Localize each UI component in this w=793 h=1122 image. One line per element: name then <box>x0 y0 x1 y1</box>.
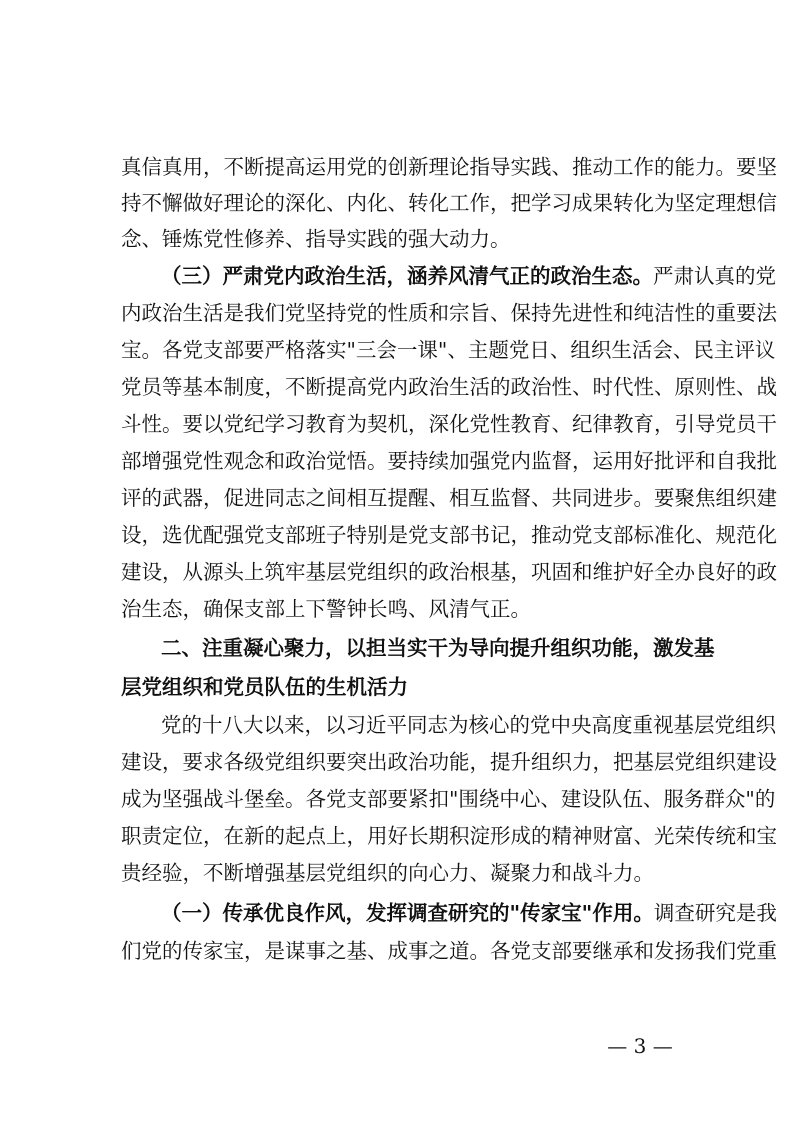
body-text-line: 念、锤炼党性修养、指导实践的强大动力。 <box>121 227 511 251</box>
body-text-line: 们党的传家宝，是谋事之基、成事之道。各党支部要继承和发扬我们党重 <box>121 939 777 963</box>
body-text-line: 党员等基本制度，不断提高党内政治生活的政治性、时代性、原则性、战 <box>121 375 777 399</box>
subsection-1-title: （一）传承优良作风，发挥调查研究的"传家宝"作用。 <box>161 901 654 925</box>
section-2-heading-line-2: 层党组织和党员队伍的生机活力 <box>121 675 408 699</box>
body-text-line: 斗性。要以党纪学习教育为契机，深化党性教育、纪律教育，引导党员干 <box>121 412 777 436</box>
body-text-line: 内政治生活是我们党坚持党的性质和宗旨、保持先进性和纯洁性的重要法 <box>121 301 777 325</box>
body-text-line: 真信真用，不断提高运用党的创新理论指导实践、推动工作的能力。要坚 <box>121 155 777 179</box>
body-text-line: 建设，从源头上筑牢基层党组织的政治根基，巩固和维护好全办良好的政 <box>121 560 777 584</box>
body-text-line: 持不懈做好理论的深化、内化、转化工作，把学习成果转化为坚定理想信 <box>121 191 777 215</box>
body-text-line: 设，选优配强党支部班子特别是党支部书记，推动党支部标准化、规范化 <box>121 523 777 547</box>
body-text-line: 党的十八大以来，以习近平同志为核心的党中央高度重视基层党组织 <box>161 713 776 737</box>
body-text-line: 治生态，确保支部上下警钟长鸣、风清气正。 <box>121 597 531 621</box>
subsection-3-first-line-text: 严肃认真的党 <box>653 264 776 288</box>
body-text-line: 职责定位，在新的起点上，用好长期积淀形成的精神财富、光荣传统和宝 <box>121 824 777 848</box>
body-text-line: 成为坚强战斗堡垒。各党支部要紧扣"围绕中心、建设队伍、服务群众"的 <box>121 787 776 811</box>
page-number: — 3 — <box>607 1034 673 1058</box>
subsection-3-first-line <box>161 258 776 294</box>
section-2-heading-line-1: 二、注重凝心聚力，以担当实干为导向提升组织功能，激发基 <box>161 636 715 660</box>
body-text-line: 评的武器，促进同志之间相互提醒、相互监督、共同进步。要聚焦组织建 <box>121 486 777 510</box>
body-text-line: 部增强党性观念和政治觉悟。要持续加强党内监督，运用好批评和自我批 <box>121 449 777 473</box>
body-text-line: 贵经验，不断增强基层党组织的向心力、凝聚力和战斗力。 <box>121 861 654 885</box>
body-text-line: 宝。各党支部要严格落实"三会一课"、主题党日、组织生活会、民主评议 <box>121 338 776 362</box>
body-text-line: 建设，要求各级党组织要突出政治功能，提升组织力，把基层党组织建设 <box>121 750 777 774</box>
subsection-1-first-line <box>161 895 777 931</box>
subsection-1-first-line-text: 调查研究是我 <box>653 901 777 925</box>
subsection-3-title: （三）严肃党内政治生活，涵养风清气正的政治生态。 <box>161 264 653 288</box>
